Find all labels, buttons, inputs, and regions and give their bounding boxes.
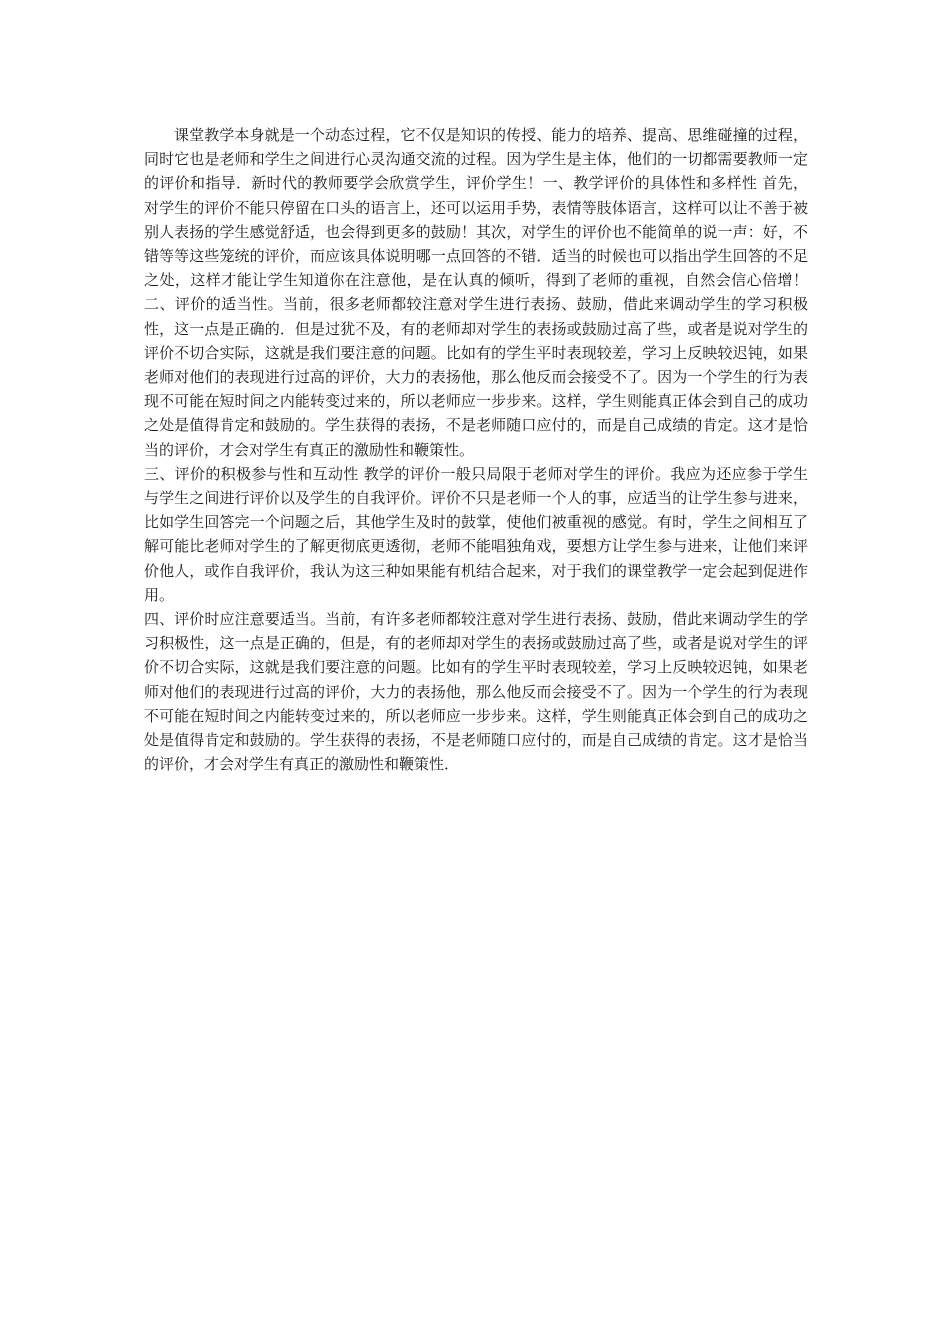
paragraph-section-three: 三、评价的积极参与性和互动性 教学的评价一般只局限于老师对学生的评价。我应为还应参于学生与学生之间进行评价以及学生的自我评价。评价不只是老师一个人的事，应适当的让学生参与进来，比如学生回答完一个问题之后，其他学生及时的鼓掌，使他们被重视的感觉。有时，学生之间相互了解可能比老师对学生的了解更彻底更透彻，老师不能唱独角戏，要想方让学生参与进来，让他们来评价他人，或作自我评价，我认为这三种如果能有机结合起来，对于我们的课堂教学一定会起到促进作用。 [144, 464, 808, 604]
document-body [144, 123, 808, 776]
paragraph-intro-sections-one-two: 课堂教学本身就是一个动态过程，它不仅是知识的传授、能力的培养、提高、思维碰撞的过程，同时它也是老师和学生之间进行心灵沟通交流的过程。因为学生是主体，他们的一切都需要教师一定的评价和指导．新时代的教师要学会欣赏学生，评价学生！一、教学评价的具体性和多样性 首先，对学生的评价不能只停留在口头的语言上，还可以运用手势，表情等肢体语言，这样可以让不善于被别人表扬的学生感觉舒适，也会得到更多的鼓励！其次，对学生的评价也不能简单的说一声：好，不错等等这些笼统的评价，而应该具体说明哪一点回答的不错．适当的时候也可以指出学生回答的不足之处，这样才能让学生知道你在注意他，是在认真的倾听，得到了老师的重视，自然会信心倍增！ 二、评价的适当性。当前，很多老师都较注意对学生进行表扬、鼓励，借此来调动学生的学习积极性，这一点是正确的．但是过犹不及，有的老师却对学生的表扬或鼓励过高了些，或者是说对学生的评价不切合实际，这就是我们要注意的问题。比如有的学生平时表现较差，学习上反映较迟钝，如果老师对他们的表现进行过高的评价，大力的表扬他，那么他反而会接受不了。因为一个学生的行为表现不可能在短时间之内能转变过来的，所以老师应一步步来。这样，学生则能真正体会到自己的成功之处是值得肯定和鼓励的。学生获得的表扬，不是老师随口应付的，而是自己成绩的肯定。这才是恰当的评价，才会对学生有真正的激励性和鞭策性。 [144, 126, 808, 459]
paragraph-section-four: 四、评价时应注意要适当。当前，有许多老师都较注意对学生进行表扬、鼓励，借此来调动学生的学习积极性，这一点是正确的，但是，有的老师却对学生的表扬或鼓励过高了些，或者是说对学生的评价不切合实际，这就是我们要注意的问题。比如有的学生平时表现较差，学习上反映较迟钝，如果老师对他们的表现进行过高的评价，大力的表扬他，那么他反而会接受不了。因为一个学生的行为表现不可能在短时间之内能转变过来的，所以老师应一步步来。这样，学生则能真正体会到自己的成功之处是值得肯定和鼓励的。学生获得的表扬，不是老师随口应付的，而是自己成绩的肯定。这才是恰当的评价，才会对学生有真正的激励性和鞭策性． [144, 610, 808, 774]
